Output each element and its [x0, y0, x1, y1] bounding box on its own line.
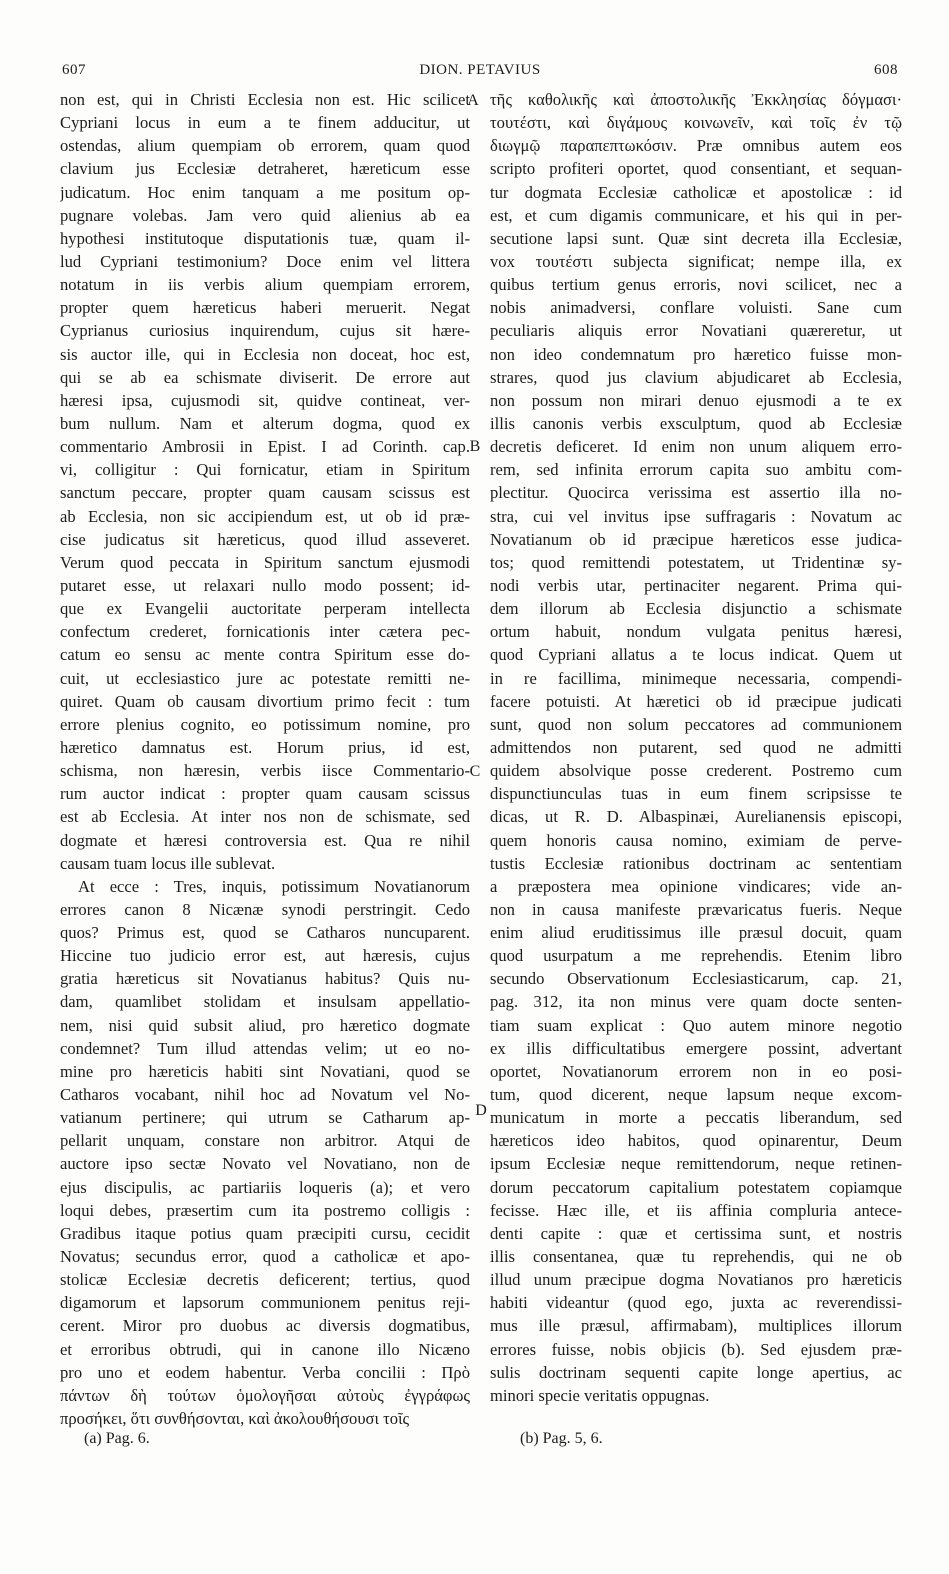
- text-line: facere potuisti. At hæretici ob id præcipue judicati: [490, 691, 902, 711]
- text-line: προσήκει, ὅτι συνθήσονται, καὶ ἀκολουθήσουσι τοῖς: [60, 1409, 410, 1429]
- text-line: gratia hæreticus sit Novatianus habitus? Quis nu-: [60, 969, 470, 989]
- text-line: causam tuam locus ille sublevat.: [60, 853, 276, 873]
- text-line: propter quem hæreticus haberi meruerit. Negat: [60, 298, 470, 318]
- text-line: peculiaris aliquis error Novatiani quæreretur, ut: [490, 321, 902, 341]
- text-line: tur dogmata Ecclesiæ catholicæ et apostolicæ : id: [490, 182, 902, 202]
- text-line: non est, qui in Christi Ecclesia non est. Hic scilicet: [60, 90, 470, 109]
- text-line: Cyprianus curiosius inquirendum, cujus sit hære-: [60, 321, 470, 341]
- text-line: digamorum et lapsorum communionem penitus reji-: [60, 1293, 470, 1313]
- left-column: [60, 88, 470, 1430]
- right-column: [490, 88, 902, 1407]
- page-number-right: 608: [874, 62, 898, 78]
- text-line: bum nullum. Nam et alterum dogma, quod ex: [60, 413, 470, 433]
- text-line: enim aliud eruditissimus ille præsul docuit, quam: [490, 923, 902, 943]
- text-line: admittendos non putarent, sed quod ne admitti: [490, 737, 902, 757]
- text-line: nem, nisi quid subsit aliud, pro hæretico dogmate: [60, 1015, 470, 1035]
- text-line: vi, colligitur : Qui fornicatur, etiam in Spiritum: [60, 460, 470, 480]
- text-line: τῆς καθολικῆς καὶ ἀποστολικῆς Ἐκκλησίας δόγμασι·: [490, 90, 902, 109]
- text-line: dispunctiunculas tuas in eum finem scripsisse te: [490, 784, 902, 804]
- text-line: hæreticos ideo habitos, quod opinarentur, Deum: [490, 1131, 902, 1151]
- text-line: commentario Ambrosii in Epist. I ad Corinth. cap.: [60, 437, 470, 457]
- text-line: quod Cypriani allatus a te locus indicat. Quem ut: [490, 645, 902, 665]
- text-line: quidem absolvique posse crederent. Postremo cum: [490, 761, 902, 781]
- text-line: quod usurpatum a me reprehendis. Etenim libro: [490, 946, 902, 966]
- text-line: Hiccine tuo judicio error est, aut hæresis, cujus: [60, 946, 470, 966]
- text-line: dam, quamlibet stolidam et insulsam appellatio-: [60, 992, 470, 1012]
- text-line: διωγμῷ παραπεπτωκόσιν. Præ omnibus autem eos: [490, 136, 902, 156]
- text-line: cuit, ut ecclesiastico jure ac potestate remitti ne-: [60, 668, 470, 688]
- text-line: in re facillima, minimeque necessaria, compendi-: [490, 668, 902, 688]
- text-line: nodi verbis utar, pertinaciter negarent. Prima qui-: [490, 575, 902, 595]
- text-line: sis auctor ille, qui in Ecclesia non doceat, hoc est,: [60, 344, 470, 364]
- text-line: mine pro hæreticis habiti sint Novatiani, quod se: [60, 1061, 470, 1081]
- text-line: scripto profiteri oportet, quod consentiant, et sequan-: [490, 159, 902, 179]
- text-line: Catharos vocabant, nihil hoc ad Novatum vel No-: [60, 1085, 470, 1105]
- text-line: sanctum peccare, propter quam causam scissus est: [60, 483, 470, 503]
- text-line: hæretico damnatus est. Horum prius, id est,: [60, 737, 470, 757]
- text-line: pellarit unquam, constare non arbitror. Atqui de: [60, 1131, 470, 1151]
- running-title: DION. PETAVIUS: [419, 62, 541, 78]
- text-line: habiti videantur (quod ego, juxta ac reverendissi-: [490, 1293, 902, 1313]
- text-line: quem honoris causa nomino, eximiam de perve-: [490, 830, 902, 850]
- text-line: secutione lapsi sunt. Quæ sint decreta illa Ecclesiæ,: [490, 228, 902, 248]
- text-line: Novatus; secundus error, quod a catholicæ et apo-: [60, 1247, 470, 1267]
- text-line: pag. 312, ita non minus vere quam docte senten-: [490, 992, 902, 1012]
- text-line: tum, quod dicerent, neque lapsum neque excom-: [490, 1085, 902, 1105]
- text-line: tos; quod remittendi potestatem, ut Tridentinæ sy-: [490, 552, 902, 572]
- text-line: que ex Evangelii auctoritate perperam intellecta: [60, 599, 470, 619]
- margin-marker-b: B: [469, 438, 481, 455]
- text-line: errore plenius cognito, eo potissimum nomine, pro: [60, 714, 470, 734]
- text-line: est ab Ecclesia. At inter nos non de schismate, sed: [60, 807, 470, 827]
- text-line: qui se ab ea schismate diviserit. De errore aut: [60, 367, 470, 387]
- text-line: cerent. Miror pro duobus ac diversis dogmatibus,: [60, 1316, 470, 1336]
- text-line: decretis deficeret. Id enim non unum aliquem erro-: [490, 437, 902, 457]
- text-line: dicas, ut R. D. Albaspinæi, Aurelianensis episcopi,: [490, 807, 902, 827]
- text-line: loqui debes, præsertim cum ita postremo colligis :: [60, 1200, 470, 1220]
- text-line: stolicæ Ecclesiæ decretis deficerent; tertius, quod: [60, 1270, 470, 1290]
- text-line: stra, cui vel invitus ipse suffragaris : Novatum ac: [490, 506, 902, 526]
- text-line: clavium jus Ecclesiæ detraheret, hæreticum esse: [60, 159, 470, 179]
- text-line: Gradibus itaque potius quam præcipiti cursu, cecidit: [60, 1223, 470, 1243]
- running-header: [62, 62, 898, 86]
- text-line: oportet, Novatianorum errorem non in eo posi-: [490, 1061, 902, 1081]
- text-line: τουτέστι, καὶ διγάμους κοινωνεῖν, καὶ τοῖς ἐν τῷ: [490, 113, 902, 133]
- text-line: non possum non mirari denuo ejusmodi a te ex: [490, 390, 902, 410]
- text-line: tustis Ecclesiæ rationibus doctrinam ac sententiam: [490, 853, 902, 873]
- text-line: At ecce : Tres, inquis, potissimum Novatianorum: [78, 876, 470, 896]
- footnote-left: (a) Pag. 6.: [84, 1430, 150, 1447]
- text-line: minori specie veritatis oppugnas.: [490, 1385, 710, 1405]
- text-line: fecisse. Hæc ille, et iis affinia compluria antece-: [490, 1200, 902, 1220]
- text-line: non ideo condemnatum pro hæretico fuisse mon-: [490, 344, 902, 364]
- text-line: putaret esse, ut relaxari nullo modo possent; id-: [60, 575, 470, 595]
- text-line: mus ille præsul, affirmabam), multiplices illorum: [490, 1316, 902, 1336]
- text-line: secundo Observationum Ecclesiasticarum, cap. 21,: [490, 969, 902, 989]
- text-line: ex illis difficultatibus emergere possint, advertant: [490, 1038, 902, 1058]
- text-line: municatum in morte a peccatis liberandum, sed: [490, 1108, 902, 1128]
- text-line: Cypriani locus in eum a te finem adducitur, ut: [60, 113, 470, 133]
- text-line: sulis doctrinam sequenti capite longe apertius, ac: [490, 1362, 902, 1382]
- text-line: est, et cum digamis communicare, et his qui in per-: [490, 205, 902, 225]
- text-line: lud Cypriani testimonium? Doce enim vel littera: [60, 251, 470, 271]
- text-line: illud unum præcipue dogma Novatianos pro hæreticis: [490, 1270, 902, 1290]
- text-line: dem illorum ab Ecclesia disjunctio a schismate: [490, 599, 902, 619]
- text-line: ab Ecclesia, non sic accipiendum est, ut ob id præ-: [60, 506, 470, 526]
- text-line: rem, sed infinita errorum capita suo ambitu com-: [490, 460, 902, 480]
- text-line: dorum peccatorum capitalium potestatem copiamque: [490, 1177, 902, 1197]
- text-line: judicatum. Hoc enim tanquam a me positum op-: [60, 182, 470, 202]
- text-line: hypothesi institutoque disputationis tuæ, quam il-: [60, 228, 470, 248]
- text-line: errores canon 8 Nicænæ synodi perstringit. Cedo: [60, 899, 470, 919]
- text-line: pro uno et eodem habentur. Verba concilii : Πρὸ: [60, 1362, 470, 1382]
- text-line: Verum quod peccata in Spiritum sanctum ejusmodi: [60, 552, 470, 572]
- text-line: rum auctor indicat : propter quam causam scissus: [60, 784, 470, 804]
- text-line: Novatianum ob id præcipue hæreticos esse judica-: [490, 529, 902, 549]
- text-line: dogmate et hæresi controversia est. Qua re nihil: [60, 830, 470, 850]
- text-line: sunt, quod non solum peccatores ad communionem: [490, 714, 902, 734]
- text-line: schisma, non hæresin, verbis iisce Commentario-: [60, 761, 470, 781]
- text-line: ostendas, alium quempiam ob errorem, quam quod: [60, 136, 470, 156]
- text-line: non in causa manifeste prævaricatus fueris. Neque: [490, 899, 902, 919]
- text-line: hæresi ipsa, cujusmodi sit, quidve contineat, ver-: [60, 390, 470, 410]
- text-line: quibus tertium genus erroris, novi scilicet, nec a: [490, 275, 902, 295]
- text-line: a præpostera mea opinione vindicares; vide an-: [490, 876, 902, 896]
- text-line: et erroribus obtrudi, qui in canone illo Nicæno: [60, 1339, 470, 1359]
- margin-marker-d: D: [475, 1102, 487, 1119]
- text-line: πάντων δὴ τούτων ὁμολογῆσαι αὐτοὺς ἐγγράφως: [60, 1385, 470, 1405]
- text-line: confectum crederet, fornicationis inter cætera pec-: [60, 622, 470, 642]
- text-line: pugnare volebas. Jam vero quid alienius ab ea: [60, 205, 470, 225]
- text-line: tiam suam explicat : Quo autem minore negotio: [490, 1015, 902, 1035]
- text-line: vox τουτέστι subjecta significat; nempe illa, ex: [490, 251, 902, 271]
- text-line: quos? Primus est, quod se Catharos nuncuparent.: [60, 923, 470, 943]
- margin-marker-c: C: [469, 763, 481, 780]
- text-line: plectitur. Quocirca verissima est assertio illa no-: [490, 483, 902, 503]
- text-line: condemnet? Tum illud attendas velim; ut eo no-: [60, 1038, 470, 1058]
- text-line: denti capite : quæ et certissima sunt, et nostris: [490, 1223, 902, 1243]
- text-line: ipsum Ecclesiæ neque remittendorum, neque retinen-: [490, 1154, 902, 1174]
- text-line: auctore ipso sectæ Novato vel Novatiano, non de: [60, 1154, 470, 1174]
- text-line: notatum in iis verbis alium quempiam errorem,: [60, 275, 470, 295]
- text-line: ortum habuit, nondum vulgata penitus hæresi,: [490, 622, 902, 642]
- text-line: quiret. Quam ob causam divortium primo fecit : tum: [60, 691, 470, 711]
- text-line: nobis animadversi, conflare voluisti. Sane cum: [490, 298, 902, 318]
- text-line: catum eo sensu ac mente contra Spiritum esse do-: [60, 645, 470, 665]
- text-line: errores fuisse, nobis objicis (b). Sed ejusdem præ-: [490, 1339, 902, 1359]
- text-line: cise judicatus sit hæreticus, quod illud asseveret.: [60, 529, 470, 549]
- footnote-right: (b) Pag. 5, 6.: [520, 1430, 603, 1447]
- text-line: illis canonis verbis exsculptum, quod ab Ecclesiæ: [490, 413, 902, 433]
- page-number-left: 607: [62, 62, 86, 78]
- text-line: vatianum pertinere; qui utrum se Catharum ap-: [60, 1108, 470, 1128]
- margin-marker-a: A: [467, 92, 479, 109]
- text-line: strares, quod jus clavium abjudicaret ab Ecclesia,: [490, 367, 902, 387]
- text-line: ejus discipulis, ac partiariis loqueris (a); et vero: [60, 1177, 470, 1197]
- text-line: illis consentanea, quæ tu reprehendis, qui ne ob: [490, 1247, 902, 1267]
